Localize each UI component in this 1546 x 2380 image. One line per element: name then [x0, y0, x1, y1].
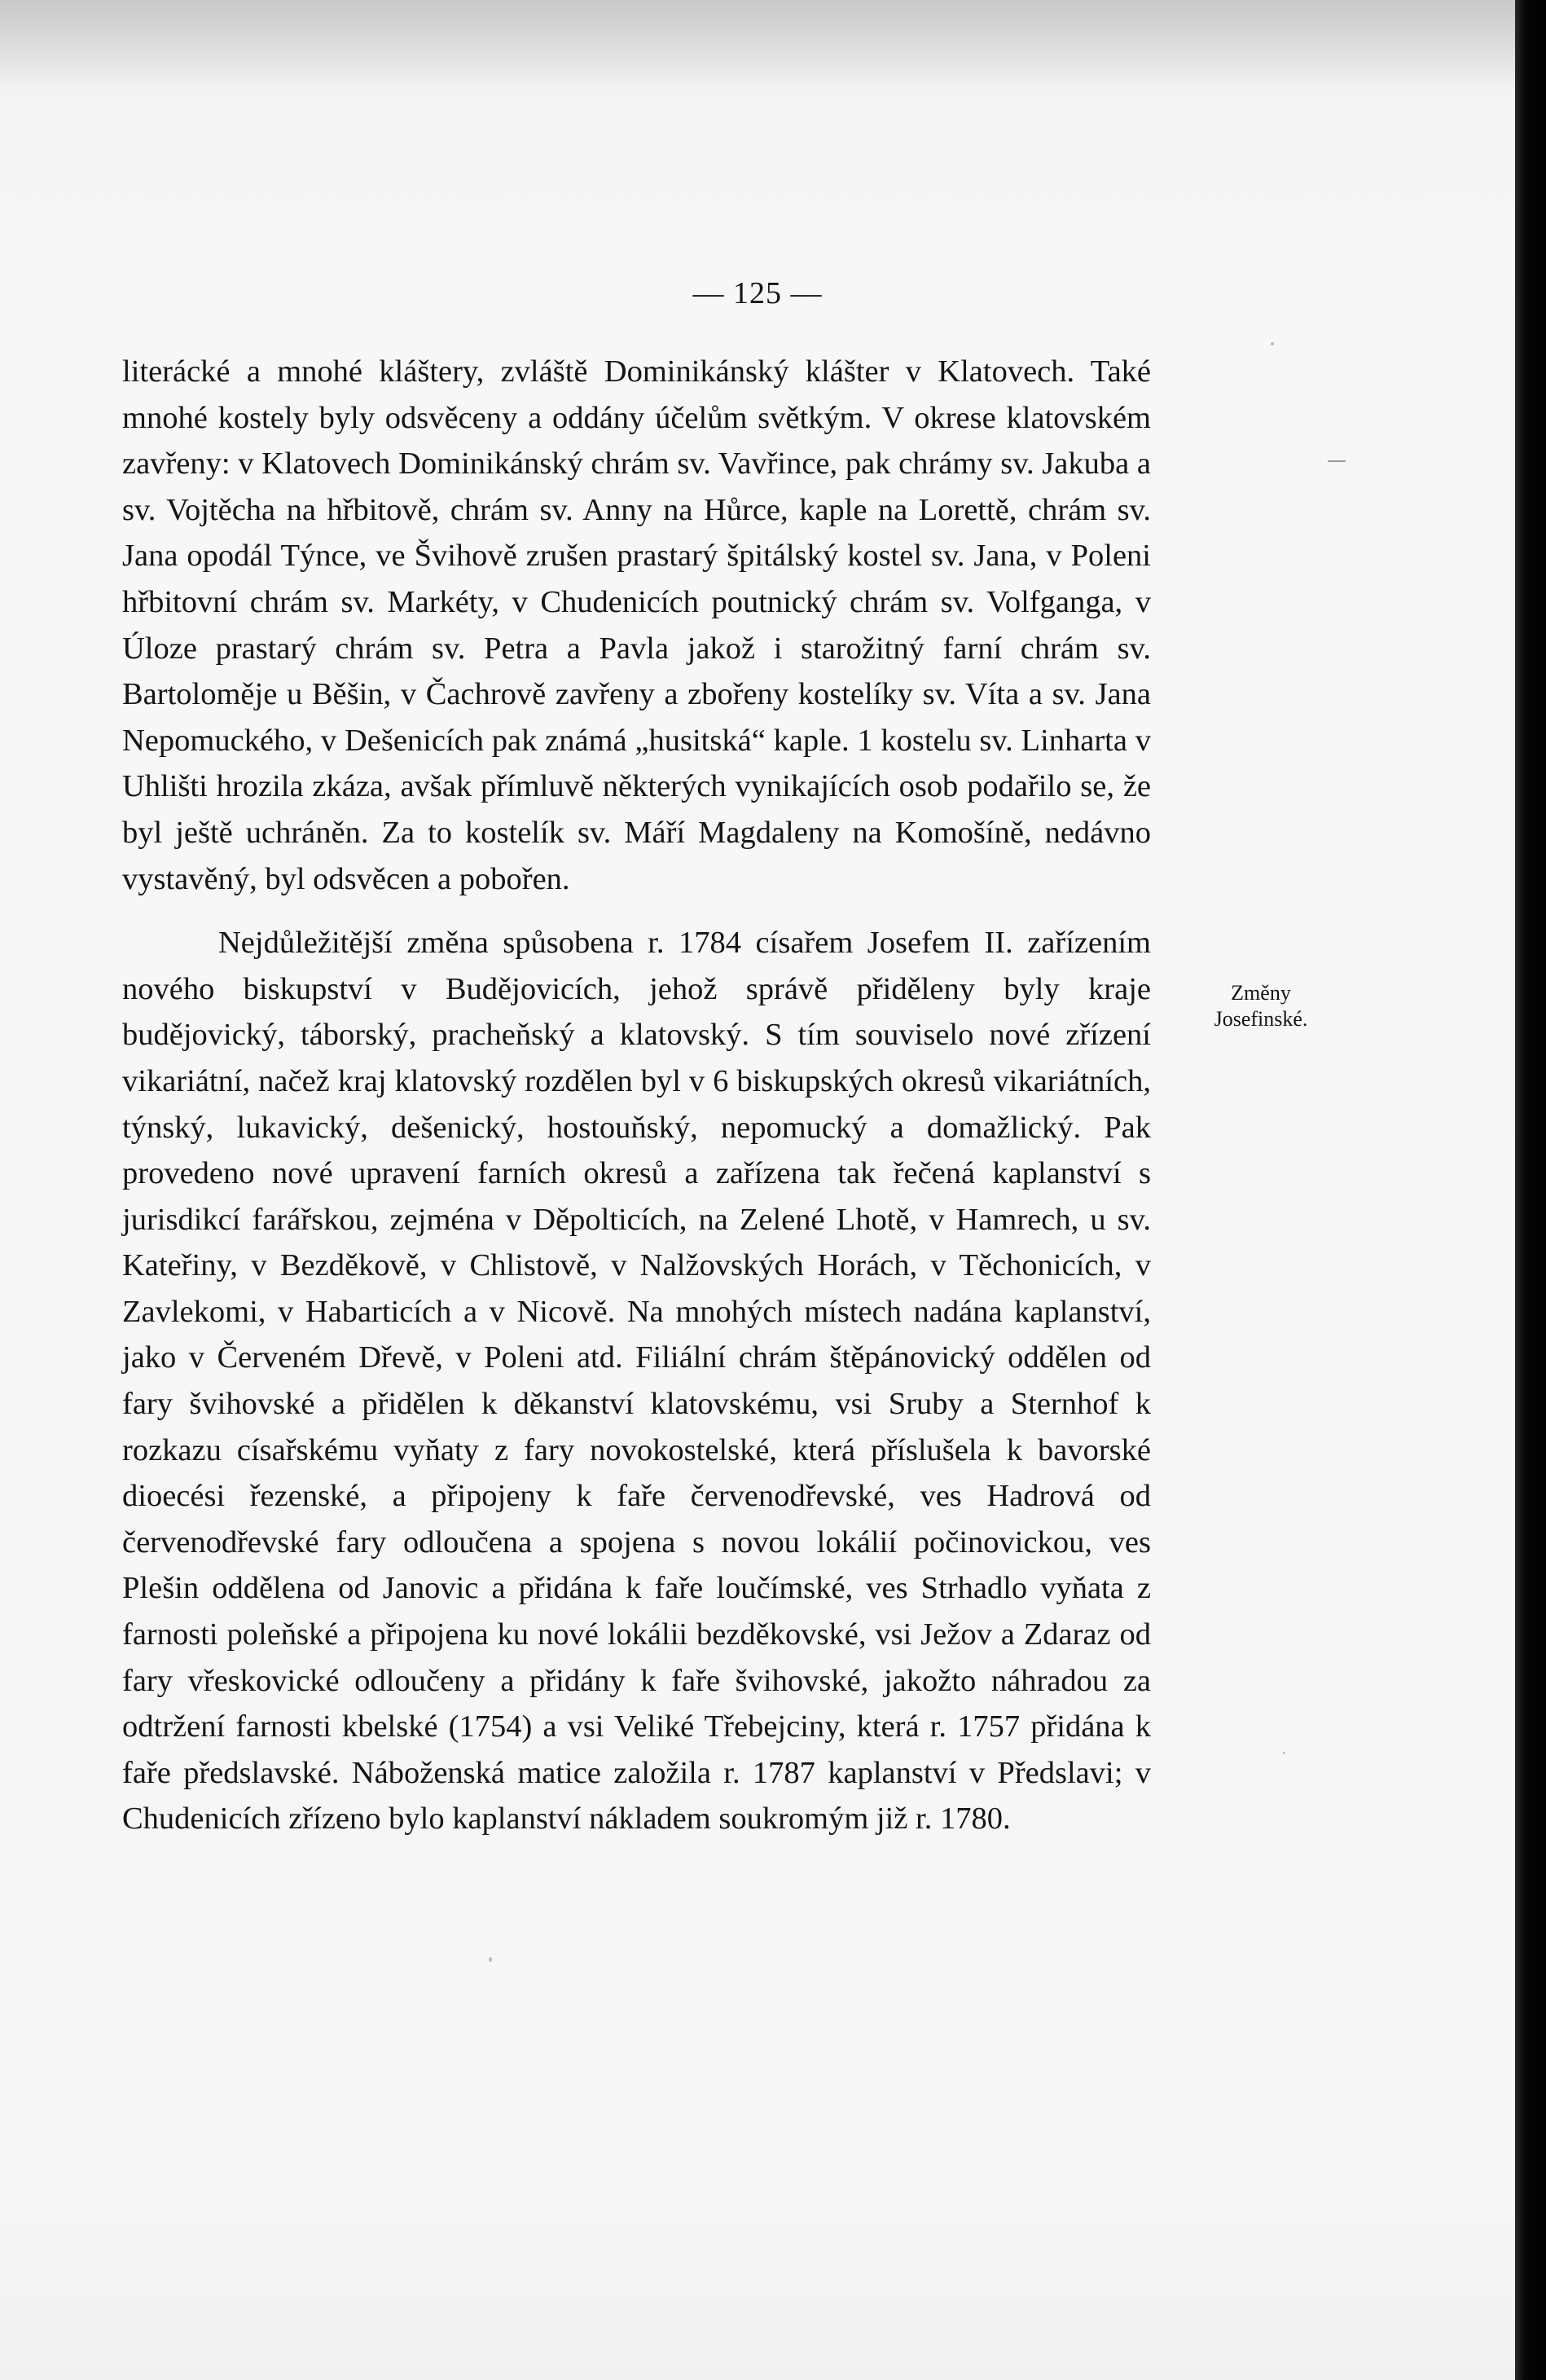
page-top-shadow	[0, 0, 1515, 90]
paragraph-1: literácké a mnohé kláštery, zvláště Dominikánský klášter v Klatovech. Také mnohé kostely byly odsvěceny a oddány účelům světkým. V okrese klatovském zavřeny: v Klatovech Dominikánský chrám sv. Vavřince, pak chrámy sv. Jakuba a sv. Vojtěcha na hřbitově, chrám sv. Anny na Hůrce, kaple na Lorettě, chrám sv. Jana opodál Týnce, ve Švihově zrušen prastarý špitálský kostel sv. Jana, v Poleni hřbitovní chrám sv. Markéty, v Chudenicích poutnický chrám sv. Volfganga, v Úloze prastarý chrám sv. Petra a Pavla jakož i starožitný farní chrám sv. Bartoloměje u Běšin, v Čachrově zavřeny a zbořeny kostelíky sv. Víta a sv. Jana Nepomuckého, v Dešenicích pak známá „husitská“ kaple. 1 kostelu sv. Linharta v Uhlišti hrozila zkáza, avšak přímluvě některých vynikajících osob podařilo se, že byl ještě uchráněn. Za to kostelík sv. Máří Magdaleny na Komošíně, nedávno vystavěný, byl odsvěcen a pobořen.	[122, 354, 1151, 896]
paragraph-2: Nejdůležitější změna spůsobena r. 1784 císařem Josefem II. zařízením nového biskupství v Budějovicích, jehož správě přiděleny byly kraje budějovický, táborský, pracheňský a klatovský. S tím souviselo nové zřízení vikariátní, načež kraj klatovský rozdělen byl v 6 biskupských okresů vikariátních, týnský, lukavický, dešenický, hostouňský, nepomucký a domažlický. Pak provedeno nové upravení farních okresů a zařízena tak řečená kaplanství s jurisdikcí farářskou, zejména v Děpolticích, na Zelené Lhotě, v Hamrech, u sv. Kateřiny, v Bezděkově, v Chlistově, v Nalžovských Horách, v Těchonicích, v Zavlekomi, v Habarticích a v Nicově. Na mnohých místech nadána kaplanství, jako v Červeném Dřevě, v Poleni atd. Filiální chrám štěpánovický oddělen od fary švihovské a přidělen k děkanství klatovskému, vsi Sruby a Sternhof k rozkazu císařskému vyňaty z fary novokostelské, která příslušela k bavorské dioecési řezenské, a připojeny k faře červenodřevské, ves Hadrová od červenodřevské fary odloučena a spojena s novou lokálií počinovickou, ves Plešin oddělena od Janovic a přidána k faře loučímské, ves Strhadlo vyňata z farnosti poleňské a připojena ku nové lokálii bezděkovské, vsi Ježov a Zdaraz od fary vřeskovické odloučeny a přidány k faře švihovské, jakožto náhradou za odtržení farnosti kbelské (1754) a vsi Veliké Třebejciny, která r. 1757 přidána k faře předslavské. Náboženská matice založila r. 1787 kaplanství v Předslavi; v Chudenicích zřízeno bylo kaplanství nákladem soukromým již r. 1780.	[122, 926, 1151, 1837]
margin-note-line-2: Josefinské.	[1214, 1007, 1308, 1031]
page-number: — 125 —	[692, 276, 823, 310]
paper-speck	[1283, 1752, 1285, 1754]
margin-dash-mark	[1328, 460, 1346, 462]
paper-speck	[489, 1957, 492, 1962]
scan-dark-edge	[1515, 0, 1546, 2380]
paper-speck	[1271, 342, 1274, 345]
margin-note	[1188, 980, 1334, 1032]
body-text	[122, 349, 1151, 1842]
margin-note-line-1: Změny	[1231, 981, 1291, 1005]
